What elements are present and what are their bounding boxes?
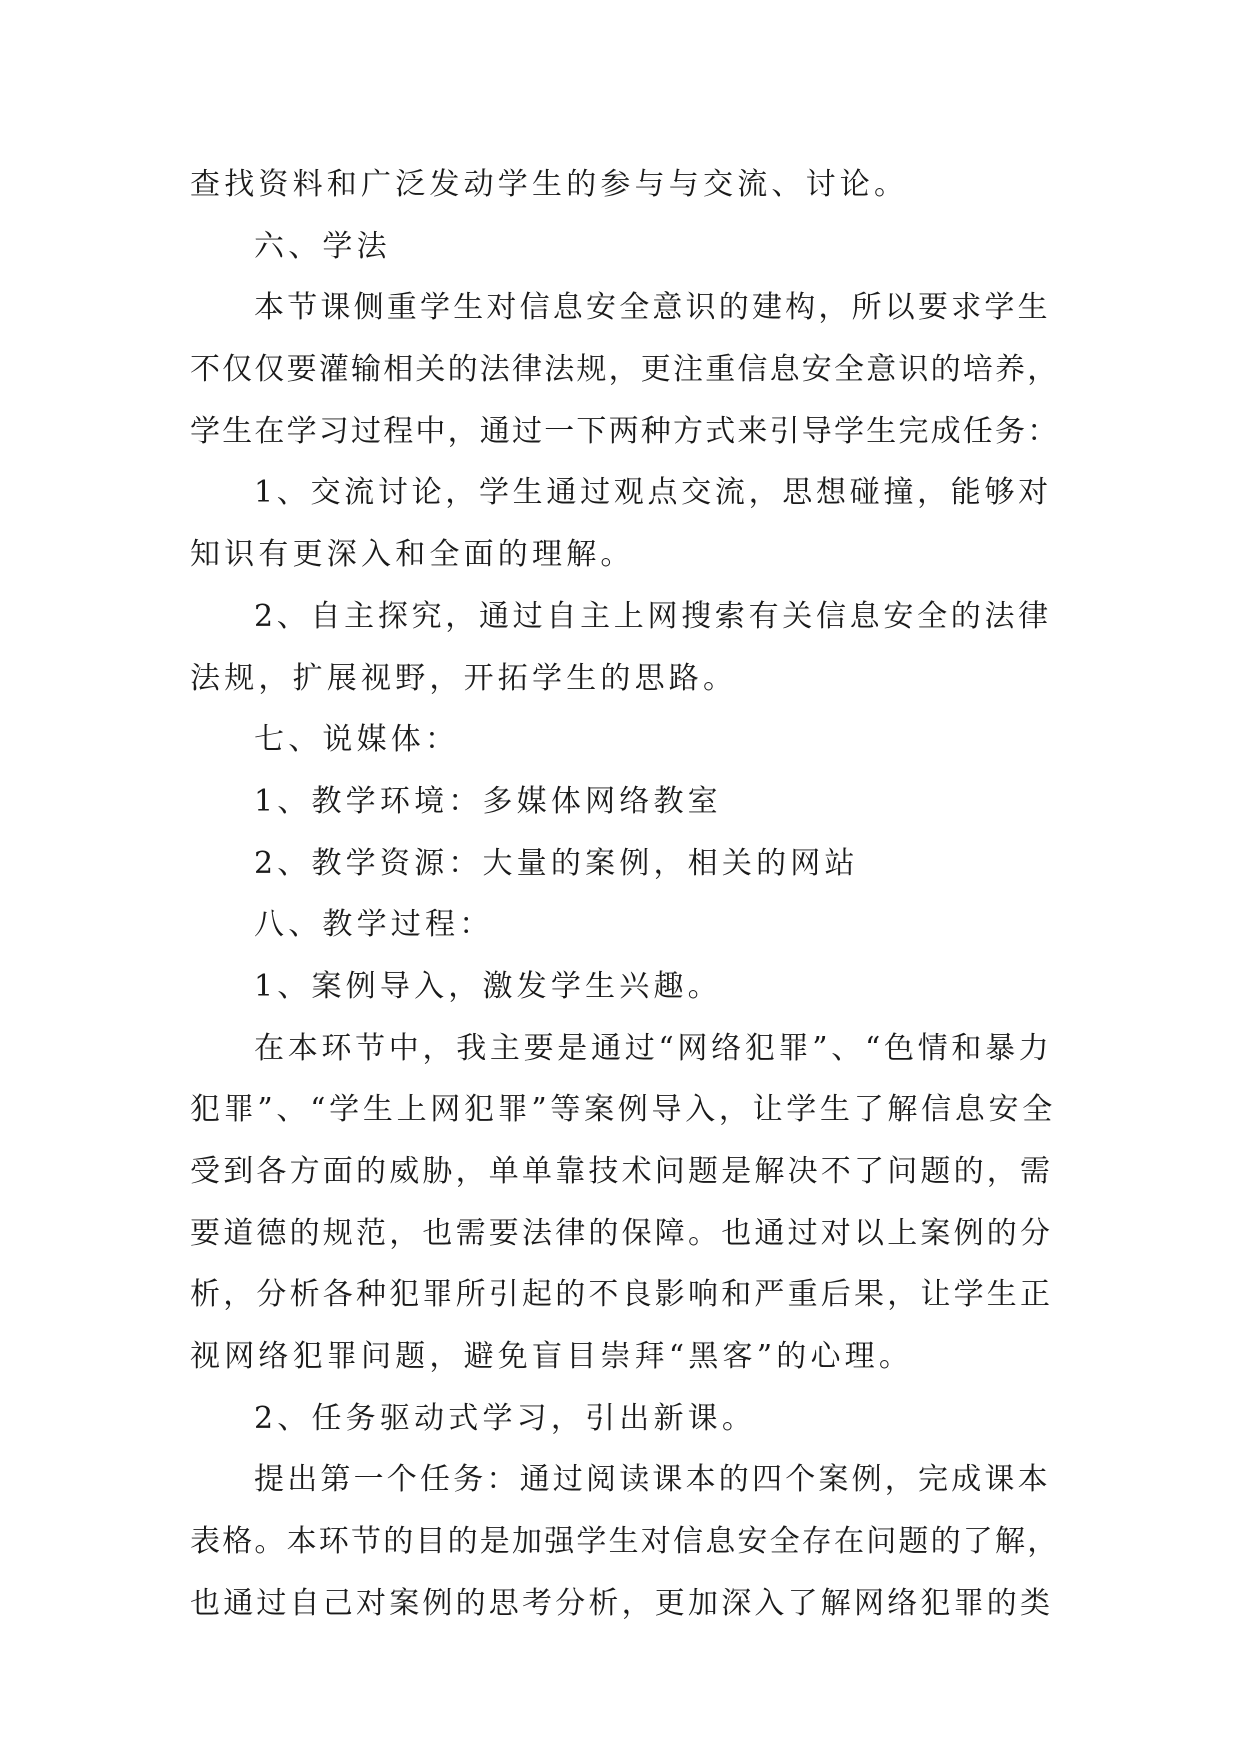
text-line: 析，分析各种犯罪所引起的不良影响和严重后果，让学生正 xyxy=(190,1277,1054,1313)
text-line: 也通过自己对案例的思考分析，更加深入了解网络犯罪的类 xyxy=(190,1585,1054,1621)
text-line: 本节课侧重学生对信息安全意识的建构，所以要求学生 xyxy=(254,290,1051,326)
body-text xyxy=(190,154,1060,1635)
text-line: 视网络犯罪问题，避免盲目崇拜“黑客”的心理。 xyxy=(190,1339,914,1375)
text-line: 提出第一个任务：通过阅读课本的四个案例，完成课本 xyxy=(254,1462,1051,1498)
list-item: 2、任务驱动式学习，引出新课。 xyxy=(254,1400,757,1436)
list-item: 1、交流讨论，学生通过观点交流，思想碰撞，能够对 xyxy=(254,475,1052,511)
text-line: 受到各方面的威胁，单单靠技术问题是解决不了问题的，需 xyxy=(190,1154,1054,1189)
text-line: 犯罪”、“学生上网犯罪”等案例导入，让学生了解信息安全 xyxy=(190,1092,1056,1128)
list-item: 1、案例导入，激发学生兴趣。 xyxy=(254,968,722,1004)
text-line: 不仅仅要灌输相关的法律法规，更注重信息安全意识的培养， xyxy=(190,352,1060,388)
text-line: 在本环节中，我主要是通过“网络犯罪”、“色情和暴力 xyxy=(254,1030,1053,1066)
section-heading: 六、学法 xyxy=(254,228,391,264)
text-line: 查找资料和广泛发动学生的参与与交流、讨论。 xyxy=(190,167,909,202)
text-line: 学生在学习过程中，通过一下两种方式来引导学生完成任务： xyxy=(190,413,1060,449)
list-item: 2、自主探究，通过自主上网搜索有关信息安全的法律 xyxy=(254,598,1052,634)
list-item: 1、教学环境：多媒体网络教室 xyxy=(254,783,722,819)
section-heading: 七、说媒体： xyxy=(254,722,460,758)
text-line: 知识有更深入和全面的理解。 xyxy=(190,537,635,573)
text-line: 表格。本环节的目的是加强学生对信息安全存在问题的了解， xyxy=(190,1524,1060,1560)
text-line: 法规，扩展视野，开拓学生的思路。 xyxy=(190,660,738,696)
list-item: 2、教学资源：大量的案例，相关的网站 xyxy=(254,845,859,881)
text-line: 要道德的规范，也需要法律的保障。也通过对以上案例的分 xyxy=(190,1215,1054,1251)
section-heading: 八、教学过程： xyxy=(254,907,494,943)
